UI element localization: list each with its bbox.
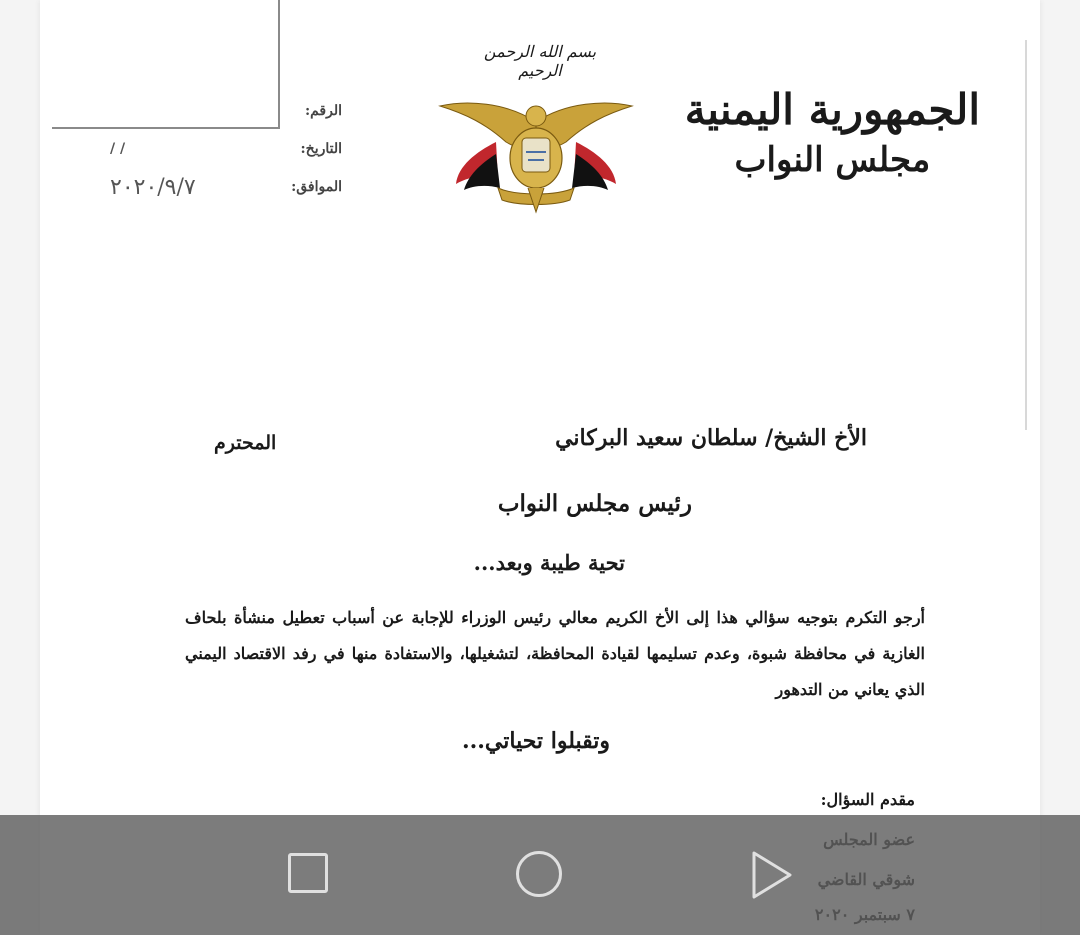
- letter-body: أرجو التكرم بتوجيه سؤالي هذا إلى الأخ الكريم معالي رئيس الوزراء للإجابة عن أسباب تعطيل منشأة بلحاف الغازية في محافظة شبوة، وعدم تسليمها لقيادة المحافظة، لتشغيلها، والاستفادة منها في رفد الاقتصاد اليمني الذي يعاني من التدهور: [185, 608, 925, 699]
- number-row: [110, 92, 342, 130]
- home-circle-icon[interactable]: [516, 851, 562, 897]
- eagle-head: [526, 106, 546, 126]
- basmala: بسم الله الرحمن الرحيم: [483, 42, 597, 80]
- yemen-emblem-icon: [436, 92, 636, 214]
- shield: [522, 138, 550, 172]
- recipient-line: الأخ الشيخ/ سلطان سعيد البركاني: [555, 425, 867, 451]
- page-margin-line: [1025, 40, 1027, 430]
- reference-block: [110, 92, 342, 206]
- corresponding-label: الموافق:: [291, 179, 342, 195]
- date-label: التاريخ:: [300, 141, 342, 157]
- parliament-title: مجلس النواب: [734, 140, 931, 180]
- corresponding-row: [110, 168, 342, 206]
- greeting: تحية طيبة وبعد...: [473, 550, 625, 575]
- back-triangle-icon[interactable]: [748, 849, 796, 901]
- date-row: [110, 130, 342, 168]
- recipient-position: رئيس مجلس النواب: [497, 490, 692, 517]
- letterhead: [685, 85, 980, 180]
- honorific: المحترم: [214, 432, 277, 454]
- recent-apps-square-icon[interactable]: [288, 853, 328, 893]
- android-navigation-bar: [0, 815, 1080, 935]
- number-label: الرقم:: [304, 103, 342, 119]
- date-value: / /: [110, 141, 126, 157]
- closing: وتقبلوا تحياتي...: [461, 728, 610, 754]
- signature-label: مقدم السؤال:: [820, 790, 915, 809]
- corresponding-value: ٢٠٢٠/٩/٧: [110, 174, 196, 200]
- republic-title: الجمهورية اليمنية: [684, 85, 980, 134]
